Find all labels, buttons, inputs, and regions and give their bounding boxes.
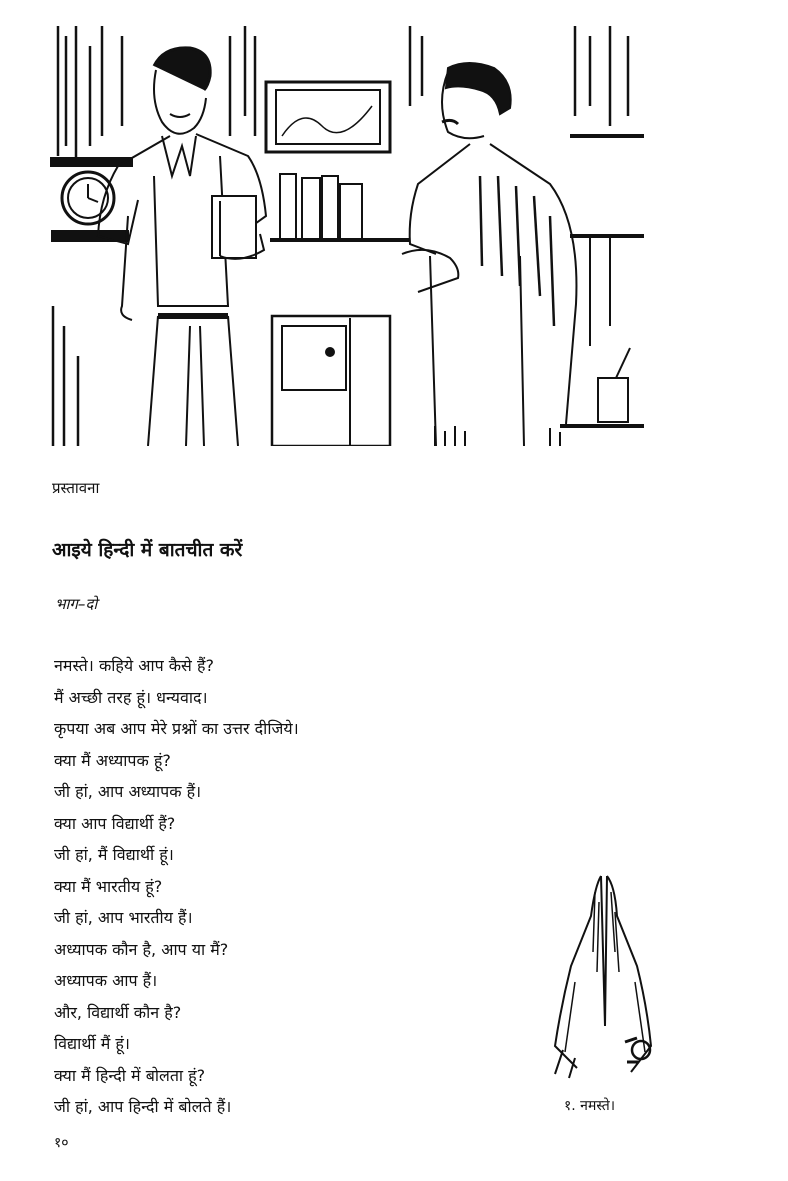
dialogue-line: क्या आप विद्यार्थी हैं? <box>54 813 176 833</box>
dialogue-line: और, विद्यार्थी कौन है? <box>54 1002 182 1022</box>
dialogue-line: अध्यापक आप हैं। <box>54 971 158 990</box>
dialogue-line: क्या मैं अध्यापक हूं? <box>54 750 171 770</box>
dialogue-line: जी हां, आप भारतीय हैं। <box>54 908 193 927</box>
section-label: प्रस्तावना <box>52 479 100 497</box>
dialogue-line: मैं अच्छी तरह हूं। धन्यवाद। <box>54 687 208 707</box>
dialogue-line: नमस्ते। कहिये आप कैसे हैं? <box>54 656 214 675</box>
dialogue-line: जी हां, आप हिन्दी में बोलते हैं। <box>54 1097 232 1116</box>
namaste-hands-illustration <box>545 872 663 1082</box>
dialogue-line: जी हां, आप अध्यापक हैं। <box>54 782 202 801</box>
figure-caption: १. नमस्ते। <box>564 1098 616 1114</box>
part-label: भाग–दो <box>55 595 98 613</box>
page-number: १० <box>54 1135 69 1151</box>
dialogue-line: क्या मैं हिन्दी में बोलता हूं? <box>54 1065 206 1085</box>
dialogue-line: क्या मैं भारतीय हूं? <box>54 876 163 896</box>
dialogue-line: अध्यापक कौन है, आप या मैं? <box>54 939 229 959</box>
conversation-illustration <box>50 26 644 446</box>
dialogue-line: विद्यार्थी मैं हूं। <box>54 1034 130 1053</box>
dialogue-list <box>54 650 299 1123</box>
dialogue-line: कृपया अब आप मेरे प्रश्नों का उत्तर दीजिये। <box>54 719 299 738</box>
dialogue-line: जी हां, मैं विद्यार्थी हूं। <box>54 845 174 864</box>
lesson-title: आइये हिन्दी में बातचीत करें <box>52 539 243 561</box>
